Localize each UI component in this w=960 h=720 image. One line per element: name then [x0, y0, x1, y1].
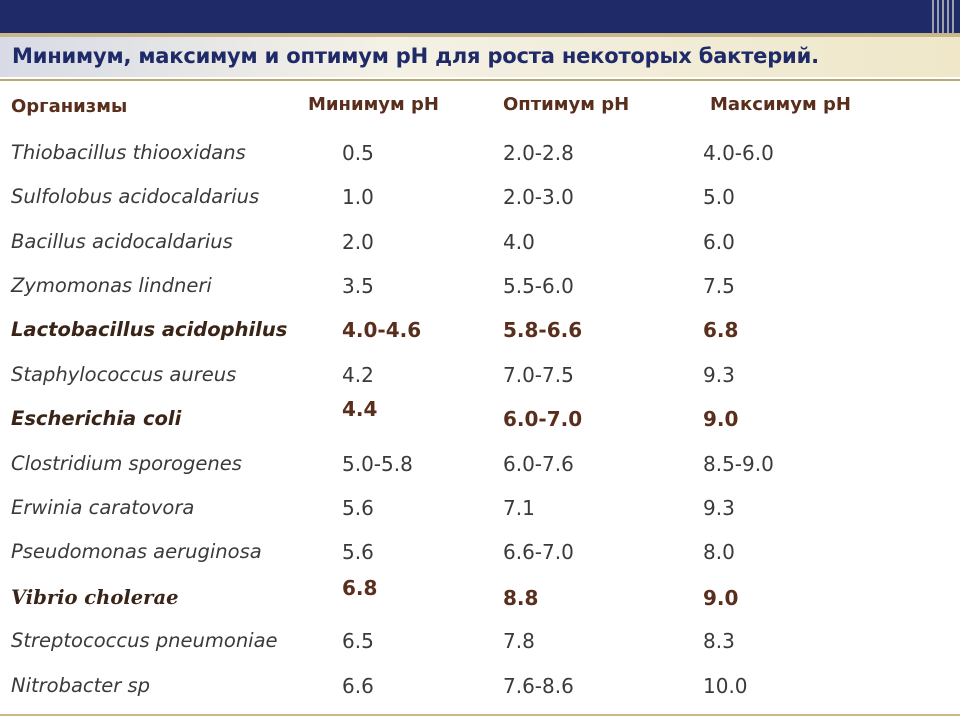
max-ph-cell: 10.0	[703, 674, 748, 698]
table-row	[0, 363, 960, 393]
header-opt-ph: Оптимум pH	[503, 94, 630, 115]
min-ph-cell: 4.4	[342, 397, 378, 421]
bottom-rule	[0, 714, 960, 716]
table-row	[0, 230, 960, 260]
table-row	[0, 397, 960, 437]
min-ph-cell: 5.6	[342, 496, 374, 520]
table-row	[0, 496, 960, 526]
opt-ph-cell: 2.0-3.0	[503, 185, 574, 209]
organism-cell: Pseudomonas aeruginosa	[11, 540, 262, 563]
min-ph-cell: 0.5	[342, 141, 374, 165]
organism-cell: Nitrobacter sp	[11, 674, 151, 697]
opt-ph-cell: 7.6-8.6	[503, 674, 574, 698]
opt-ph-cell: 7.8	[503, 629, 535, 653]
max-ph-cell: 9.0	[703, 586, 739, 610]
title-rule	[0, 79, 960, 81]
opt-ph-cell: 6.6-7.0	[503, 540, 574, 564]
min-ph-cell: 4.2	[342, 363, 374, 387]
min-ph-cell: 1.0	[342, 185, 374, 209]
opt-ph-cell: 5.8-6.6	[503, 318, 583, 342]
table-row	[0, 540, 960, 570]
organism-cell: Thiobacillus thiooxidans	[11, 141, 246, 164]
max-ph-cell: 8.5-9.0	[703, 452, 774, 476]
header-max-ph: Максимум pH	[710, 94, 851, 115]
organism-cell: Zymomonas lindneri	[11, 274, 212, 297]
table-row	[0, 576, 960, 616]
opt-ph-cell: 6.0-7.6	[503, 452, 574, 476]
max-ph-cell: 6.0	[703, 230, 735, 254]
organism-cell: Vibrio cholerae	[11, 586, 179, 609]
min-ph-cell: 6.5	[342, 629, 374, 653]
max-ph-cell: 9.3	[703, 363, 735, 387]
max-ph-cell: 9.0	[703, 407, 739, 431]
table-row	[0, 674, 960, 704]
min-ph-cell: 2.0	[342, 230, 374, 254]
min-ph-cell: 6.8	[342, 576, 378, 600]
max-ph-cell: 5.0	[703, 185, 735, 209]
table-row	[0, 185, 960, 215]
max-ph-cell: 6.8	[703, 318, 739, 342]
min-ph-cell: 5.0-5.8	[342, 452, 413, 476]
organism-cell: Lactobacillus acidophilus	[11, 318, 288, 341]
table-row	[0, 452, 960, 482]
header-min-ph: Минимум pH	[308, 94, 439, 115]
opt-ph-cell: 5.5-6.0	[503, 274, 574, 298]
min-ph-cell: 5.6	[342, 540, 374, 564]
organism-cell: Bacillus acidocaldarius	[11, 230, 233, 253]
organism-cell: Streptococcus pneumoniae	[11, 629, 278, 652]
opt-ph-cell: 6.0-7.0	[503, 407, 583, 431]
max-ph-cell: 7.5	[703, 274, 735, 298]
organism-cell: Erwinia caratovora	[11, 496, 195, 519]
table-row	[0, 141, 960, 171]
table-row	[0, 274, 960, 304]
max-ph-cell: 8.0	[703, 540, 735, 564]
opt-ph-cell: 2.0-2.8	[503, 141, 574, 165]
opt-ph-cell: 7.1	[503, 496, 535, 520]
opt-ph-cell: 7.0-7.5	[503, 363, 574, 387]
opt-ph-cell: 8.8	[503, 586, 539, 610]
table-row	[0, 318, 960, 348]
organism-cell: Escherichia coli	[11, 407, 182, 430]
organism-cell: Sulfolobus acidocaldarius	[11, 185, 260, 208]
table-row	[0, 629, 960, 659]
max-ph-cell: 8.3	[703, 629, 735, 653]
organism-cell: Staphylococcus aureus	[11, 363, 237, 386]
min-ph-cell: 3.5	[342, 274, 374, 298]
top-bar	[0, 0, 960, 33]
header-organism: Организмы	[11, 96, 128, 117]
slide-title: Минимум, максимум и оптимум pH для роста некоторых бактерий.	[12, 44, 819, 68]
opt-ph-cell: 4.0	[503, 230, 535, 254]
organism-cell: Clostridium sporogenes	[11, 452, 242, 475]
min-ph-cell: 4.0-4.6	[342, 318, 422, 342]
max-ph-cell: 4.0-6.0	[703, 141, 774, 165]
max-ph-cell: 9.3	[703, 496, 735, 520]
min-ph-cell: 6.6	[342, 674, 374, 698]
